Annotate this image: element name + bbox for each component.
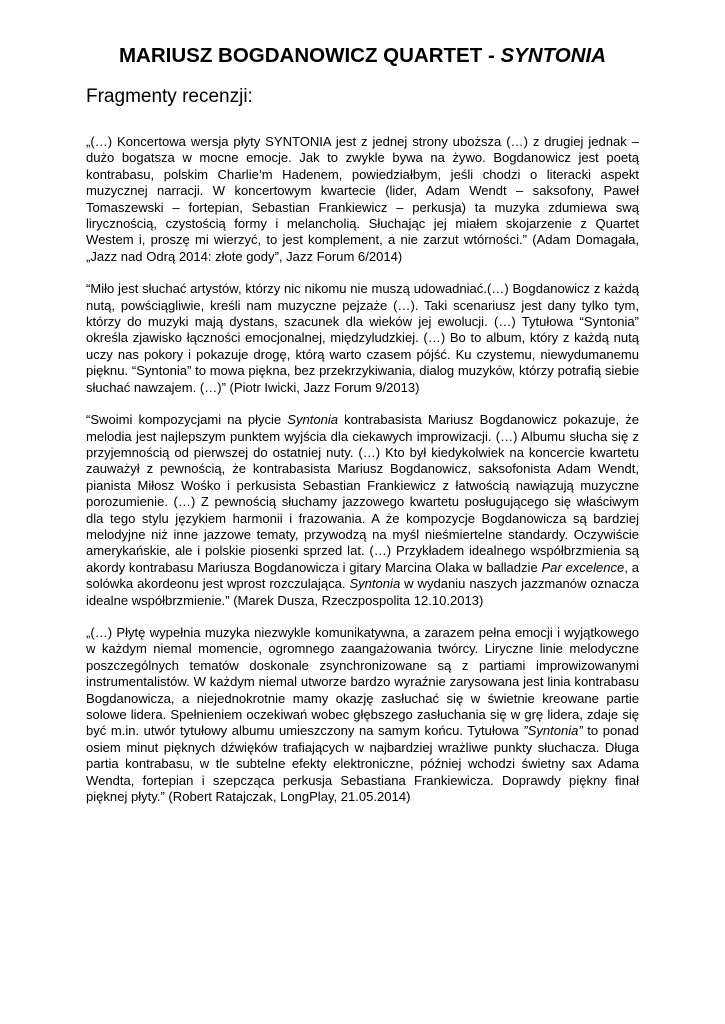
section-subtitle: Fragmenty recenzji:	[86, 86, 253, 107]
document-page	[86, 40, 639, 821]
review-text: “Swoimi kompozycjami na płycie	[86, 412, 288, 428]
review-ratajczak	[86, 625, 639, 805]
title-album-name: SYNTONIA	[500, 44, 607, 67]
review-text: „(…) Płytę wypełnia muzyka niezwykle komunikatywna, a zarazem pełna emocji i wyjątkowego w każdym niemal momencie, ogromnego zaangażowania twórcy. Liryczne linie melodyczne poszczególnych tematów doskonale zsynchronizowane są z partiami improwizowanymi instrumentalistów. W każdym niemal utworze bardzo wyraźnie zarysowana jest linia kontrabasu Bogdanowicza, a niejednokrotnie mamy okazję zasłuchać się w świetnie kreowane partie solowe lidera. Spełnieniem oczekiwań wobec głębszego zasłuchania się w grę lidera, zdaje się być m.in. utwór tytułowy albumu umieszczony na samym końcu. Tytułowa	[86, 624, 639, 739]
review-text: „(…) Koncertowa wersja płyty SYNTONIA jest z jednej strony uboższa (…) z drugiej jednak – dużo bogatsza w mocne emocje. Jak to zwykle bywa na żywo. Bogdanowicz jest poetą kontrabasu, polskim Charlie’m Hadenem, powiedziałbym, jeśli chodzi o literacki aspekt muzycznej narracji. W koncertowym kwartecie (lider, Adam Wendt – saksofony, Paweł Tomaszewski – fortepian, Sebastian Frankiewicz – perkusja) ta muzyka zdumiewa swą lirycznością, czystością formy i melancholią. Słuchając jej miałem skojarzenie z Quartet Westem i, proszę mi wierzyć, to jest komplement, a nie zarzut wtórności.” (Adam Domagała, „Jazz nad Odrą 2014: złote gody”, Jazz Forum 6/2014)	[86, 134, 639, 264]
review-italic-album: Syntonia	[349, 576, 401, 592]
review-text: w wydaniu naszych jazzmanów oznacza idealne współbrzmienie.” (Marek Dusza, Rzeczpospolita 12.10.2013)	[86, 576, 639, 608]
review-dusza	[86, 412, 639, 609]
review-italic-track: Par excelence	[541, 559, 625, 575]
review-italic-album: Syntonia	[287, 412, 339, 428]
review-text: “Miło jest słuchać artystów, którzy nic nikomu nie muszą udowadniać.(…) Bogdanowicz z każdą nutą, powściągliwie, kreśli nam muzyczne pejzaże (…). Taki scenariusz jest dany tylko tym, którzy do muzyki mają dystans, szacunek dla wieków jej ewolucji. (…) Tytułowa “Syntonia” określa zjawisko łączności emocjonalnej, międzyludzkiej. (…) Bo to album, który z każdą nutą uczy nas pokory i pokazuje drogę, którą warto czasem pójść. Ku czystemu, niewydumanemu pięknu. “Syntonia” to mowa piękna, bez przekrzykiwania, dialog muzyków, którzy potrafią siebie słuchać nawzajem. (…)” (Piotr Iwicki, Jazz Forum 9/2013)	[86, 281, 639, 395]
document-title	[86, 40, 639, 72]
review-text: , a solówka akordeonu jest wprost rozczulająca.	[86, 559, 639, 592]
reviews-list	[86, 134, 639, 805]
review-text: kontrabasista Mariusz Bogdanowicz pokazuje, że melodia jest najlepszym punktem wyjścia dla ciekawych improwizacji. (…) Albumu słucha się z przyjemnością od pierwszej do ostatniej nuty. (…) Kto był kiedykolwiek na koncercie kwartetu zauważył z pewnością, że kontrabasista Mariusz Bogdanowicz, saksofonista Adam Wendt, pianista Miłosz Wośko i perkusista Sebastian Frankiewicz z łatwością nawiązują muzyczne porozumienie. (…) Z pewnością słuchamy jazzowego kwartetu posługującego się właściwym dla tego stylu językiem harmonii i frazowania. A że kompozycje Bogdanowicza są bardziej melodyjne niż inne jazzowe tematy, przywodzą na myśl nieśmiertelne standardy. Oczywiście amerykańskie, ale i polskie piosenki sprzed lat. (…) Przykładem idealnego współbrzmienia są akordy kontrabasu Mariusza Bogdanowicza i gitary Marcina Olaka w balladzie	[86, 412, 639, 575]
review-text: to ponad osiem minut pięknych dźwięków trafiających w najbardziej wrażliwe punkty słuchacza. Długa partia kontrabasu, w tle subtelne efekty elektroniczne, później wchodzi świetny sax Adama Wendta, fortepian i szepcząca perkusja Sebastiana Frankiewicza. Doprawdy piękny finał pięknej płyty.” (Robert Ratajczak, LongPlay, 21.05.2014)	[86, 723, 639, 805]
review-iwicki	[86, 281, 639, 396]
review-italic-track: ”Syntonia”	[523, 723, 583, 739]
title-main: MARIUSZ BOGDANOWICZ QUARTET -	[118, 44, 501, 67]
review-domagala	[86, 134, 639, 265]
